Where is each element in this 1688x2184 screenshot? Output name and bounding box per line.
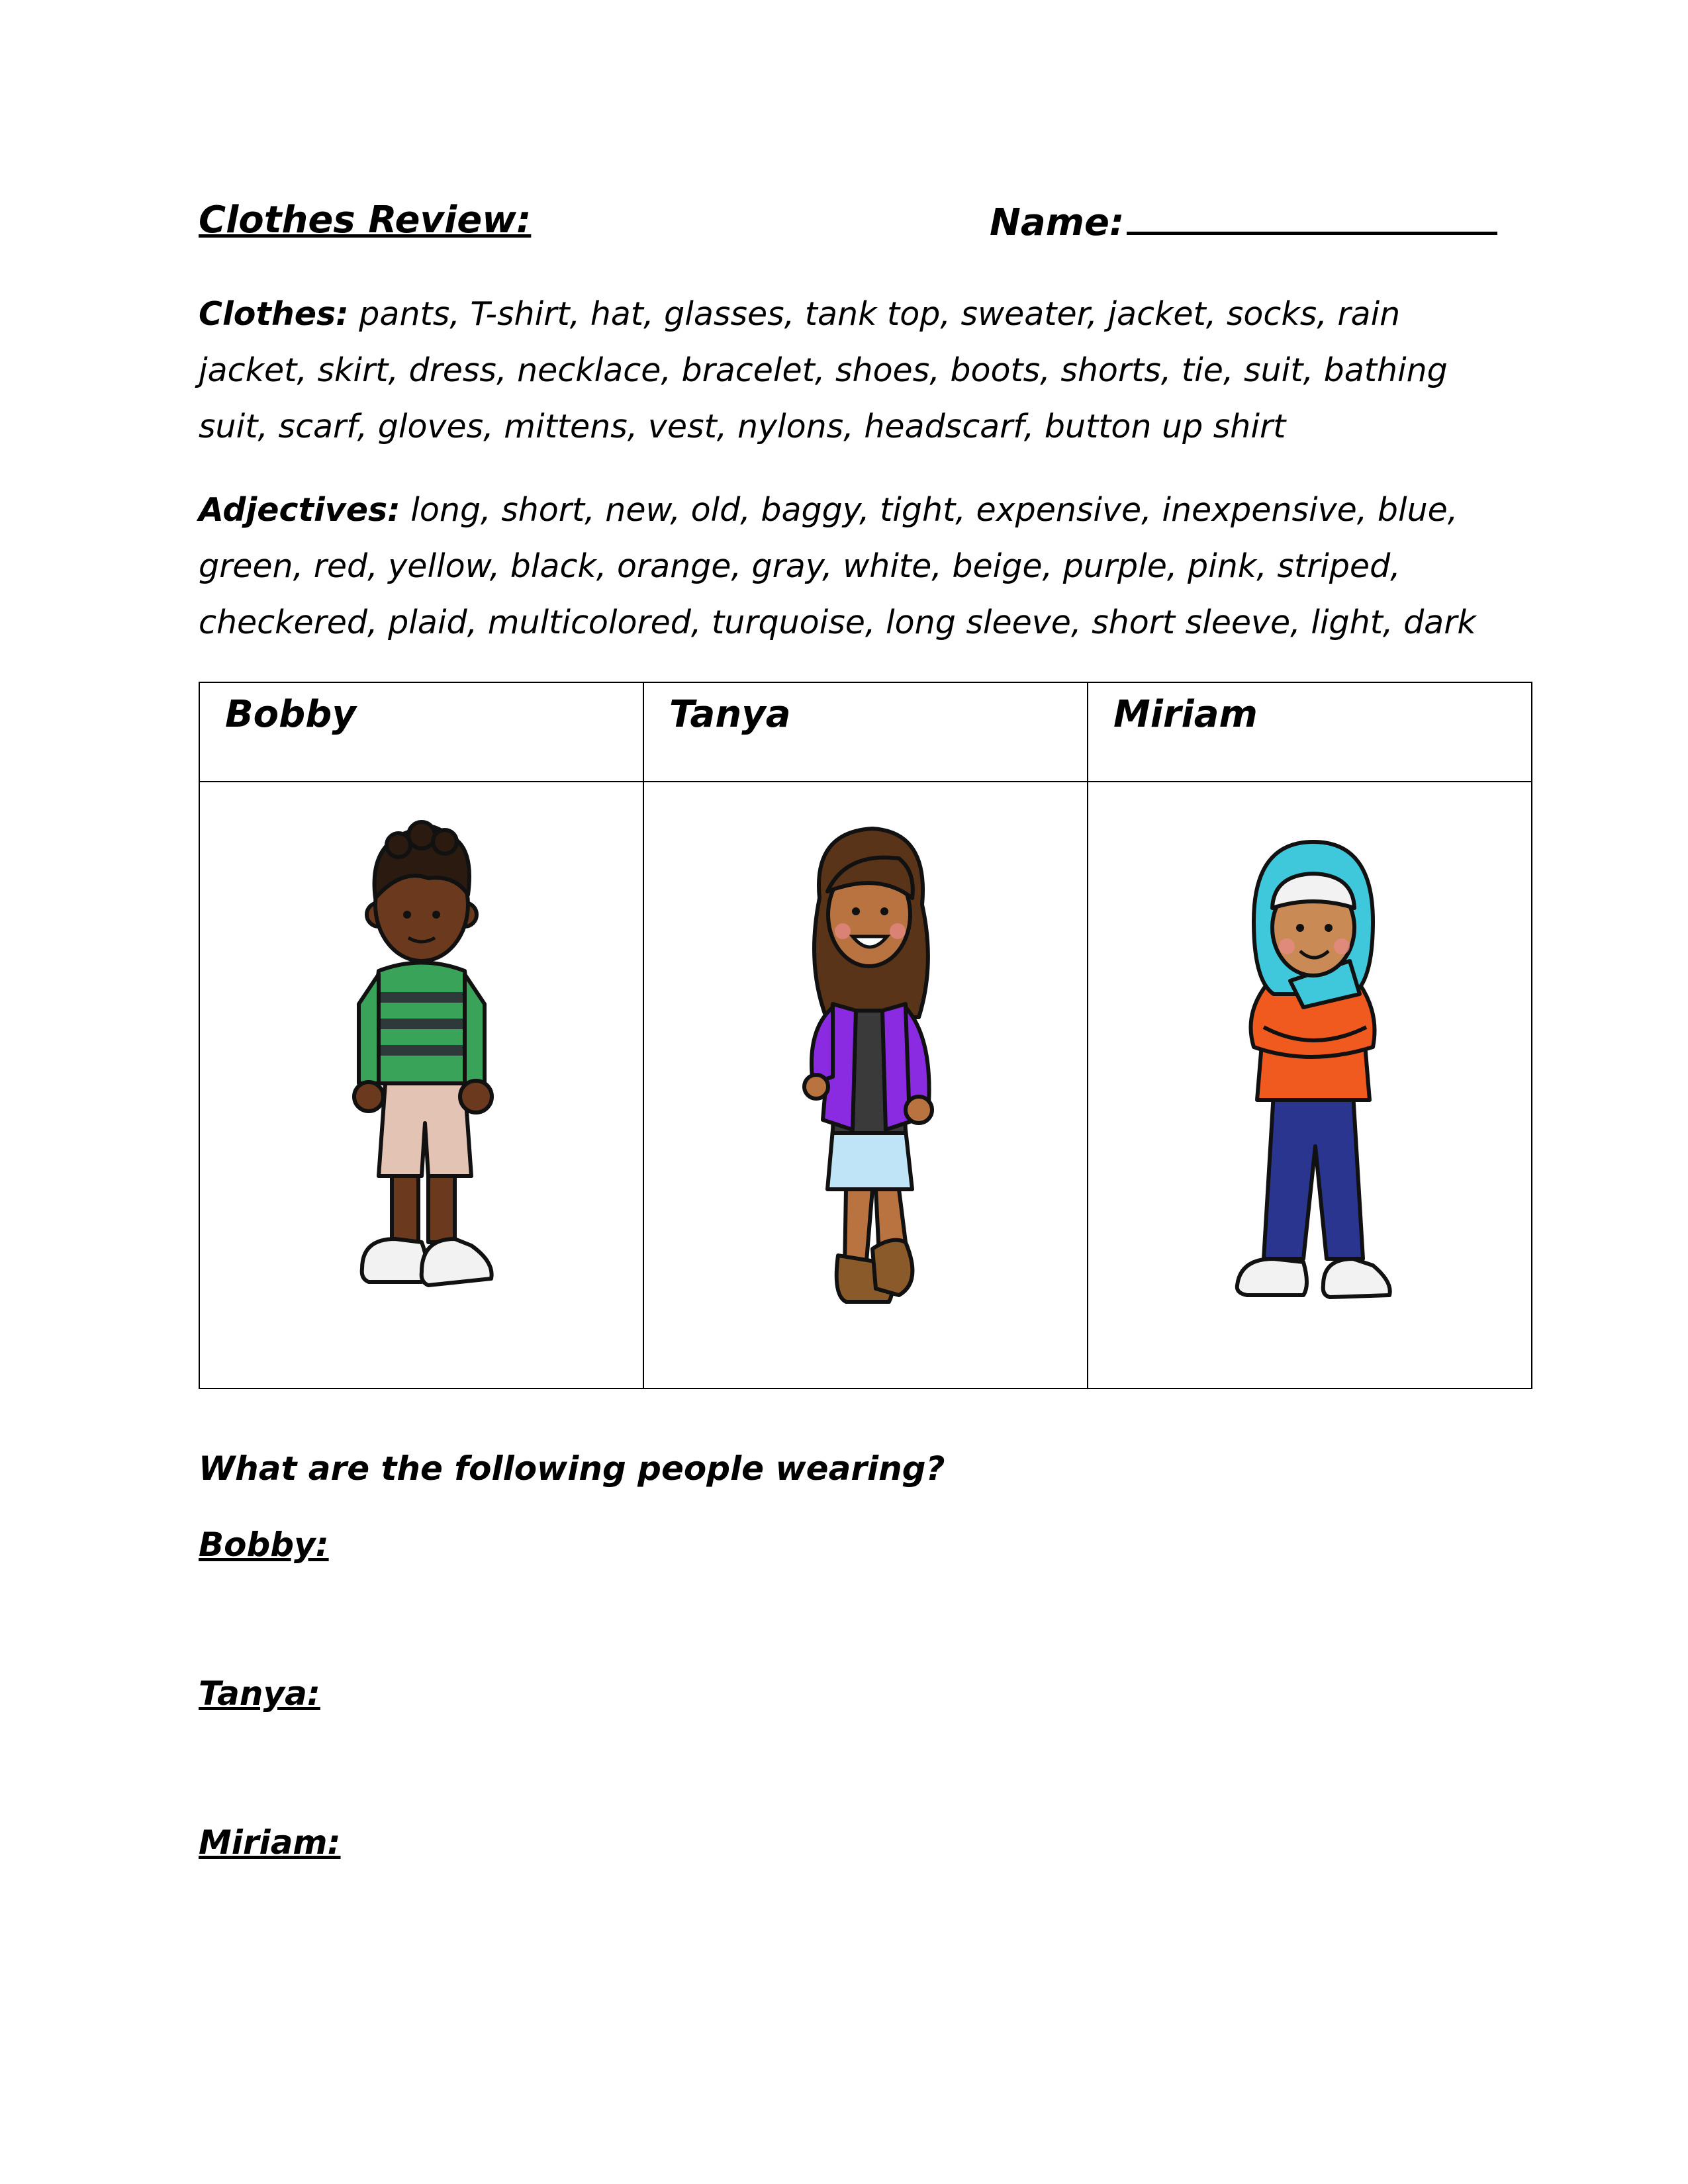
question-prompt: What are the following people wearing? [199,1449,945,1488]
tanya-name-cell [643,682,1088,782]
boy-striped-sweater-shorts-icon [322,805,521,1308]
name-label: Name: [990,201,1125,244]
people-picture-row [199,782,1532,1388]
title-row [199,199,1489,251]
adjectives-words: long, short, new, old, baggy, tight, expensive, inexpensive, blue, green, red, yellow, black, orange, gray, white, beige, purple, pink, striped, checkered, plaid, multicolored, turquoise, long sleeve, short sleeve, light, dark [199,491,1476,641]
clothes-word-list [199,286,1516,455]
answer-label-tanya: Tanya: [199,1674,320,1713]
adjectives-word-list [199,482,1516,651]
worksheet-title: Clothes Review: [199,199,532,242]
bobby-name: Bobby [225,693,356,736]
miriam-name: Miriam [1113,693,1258,736]
answer-label-bobby: Bobby: [199,1525,329,1564]
girl-purple-jacket-skirt-boots-icon [767,819,965,1322]
tanya-name: Tanya [669,693,791,736]
name-field [990,199,1497,244]
answer-label-miriam: Miriam: [199,1823,341,1862]
people-table [199,682,1532,1389]
bobby-name-cell [199,682,643,782]
name-blank-line[interactable] [1127,199,1497,235]
bobby-picture-cell [199,782,643,1388]
tanya-picture-cell [643,782,1088,1388]
miriam-name-cell [1088,682,1532,782]
clothes-label: Clothes: [199,295,349,333]
people-name-row [199,682,1532,782]
adjectives-label: Adjectives: [199,491,400,529]
miriam-picture-cell [1088,782,1532,1388]
clothes-words: pants, T-shirt, hat, glasses, tank top, sweater, jacket, socks, rain jacket, skirt, dress, necklace, bracelet, shoes, boots, shorts, tie, suit, bathing suit, scarf, gloves, mittens, vest, nylons, headscarf, button up shirt [199,295,1448,445]
girl-headscarf-orange-jacket-icon [1211,829,1409,1332]
